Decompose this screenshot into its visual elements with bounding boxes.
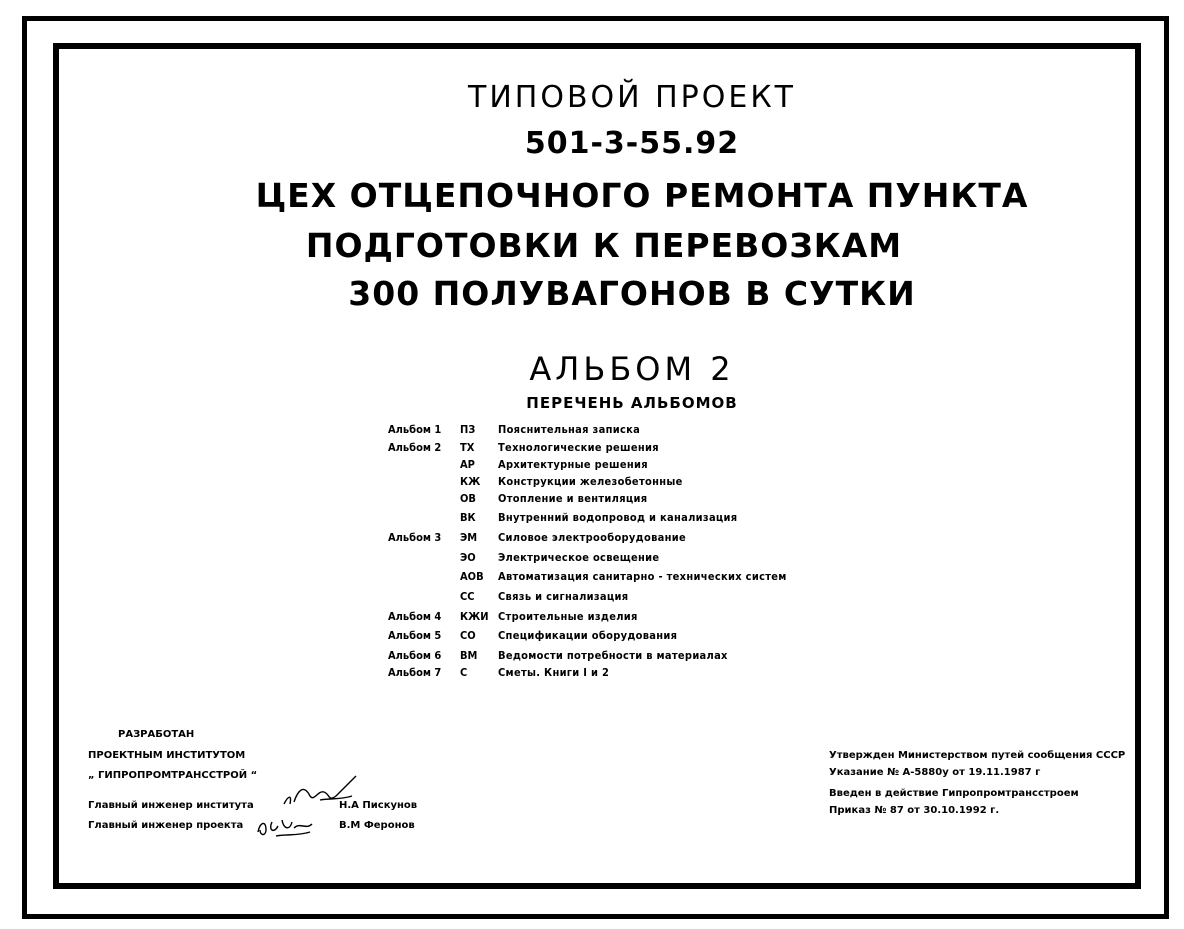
chief-engineer-signature — [280, 770, 360, 810]
section-description: Внутренний водопровод и канализация — [498, 511, 738, 524]
developer-label: РАЗРАБОТАН — [118, 729, 195, 740]
project-title-line-1: ЦЕХ ОТЦЕПОЧНОГО РЕМОНТА ПУНКТА — [255, 176, 1029, 215]
section-description: Электрическое освещение — [498, 551, 660, 564]
project-engineer-title: Главный инженер проекта — [88, 820, 244, 831]
section-code: СС — [460, 590, 475, 603]
project-type-heading: ТИПОВОЙ ПРОЕКТ — [468, 80, 796, 115]
section-description: Связь и сигнализация — [498, 590, 629, 603]
album-list-heading: ПЕРЕЧЕНЬ АЛЬБОМОВ — [526, 394, 738, 412]
section-description: Силовое электрооборудование — [498, 531, 686, 544]
album-number: АЛЬБОМ 2 — [529, 350, 735, 388]
project-engineer-signature — [254, 808, 314, 840]
section-code: АОВ — [460, 570, 484, 583]
approval-enacted: Введен в действие Гипропромтрансстроем — [829, 788, 1079, 799]
project-engineer-name: В.М Феронов — [339, 820, 415, 831]
section-code: ВК — [460, 511, 476, 524]
chief-engineer-title: Главный инженер института — [88, 800, 254, 811]
project-number: 501-3-55.92 — [524, 126, 740, 161]
approval-ministry: Утвержден Министерством путей сообщения СССР — [829, 750, 1126, 761]
section-description: Строительные изделия — [498, 610, 638, 623]
section-code: ВМ — [460, 649, 478, 662]
approval-decree: Приказ № 87 от 30.10.1992 г. — [829, 805, 1000, 816]
section-code: ПЗ — [460, 423, 476, 436]
section-code: ОВ — [460, 492, 476, 505]
section-code: АР — [460, 458, 475, 471]
section-code: ТХ — [460, 441, 475, 454]
developer-institute-name: „ ГИПРОПРОМТРАНССТРОЙ “ — [88, 770, 258, 781]
section-code: КЖ — [460, 475, 481, 488]
developer-institute-line: ПРОЕКТНЫМ ИНСТИТУТОМ — [88, 750, 246, 761]
album-label: Альбом 4 — [388, 610, 442, 623]
section-code: ЭО — [460, 551, 476, 564]
section-description: Отопление и вентиляция — [498, 492, 648, 505]
section-description: Автоматизация санитарно - технических систем — [498, 570, 787, 583]
section-description: Технологические решения — [498, 441, 659, 454]
section-description: Пояснительная записка — [498, 423, 641, 436]
section-description: Архитектурные решения — [498, 458, 648, 471]
project-title-line-3: 300 ПОЛУВАГОНОВ В СУТКИ — [348, 274, 916, 313]
section-code: С — [460, 666, 468, 679]
section-description: Конструкции железобетонные — [498, 475, 683, 488]
album-label: Альбом 1 — [388, 423, 442, 436]
album-label: Альбом 6 — [388, 649, 442, 662]
section-description: Сметы. Книги I и 2 — [498, 666, 610, 679]
album-label: Альбом 3 — [388, 531, 442, 544]
section-code: СО — [460, 629, 476, 642]
album-label: Альбом 7 — [388, 666, 442, 679]
project-title-line-2: ПОДГОТОВКИ К ПЕРЕВОЗКАМ — [305, 226, 903, 265]
section-description: Спецификации оборудования — [498, 629, 678, 642]
chief-engineer-name: Н.А Пискунов — [339, 800, 418, 811]
section-code: ЭМ — [460, 531, 478, 544]
section-description: Ведомости потребности в материалах — [498, 649, 728, 662]
approval-order: Указание № А-5880у от 19.11.1987 г — [829, 767, 1041, 778]
album-label: Альбом 2 — [388, 441, 442, 454]
album-label: Альбом 5 — [388, 629, 442, 642]
section-code: КЖИ — [460, 610, 489, 623]
